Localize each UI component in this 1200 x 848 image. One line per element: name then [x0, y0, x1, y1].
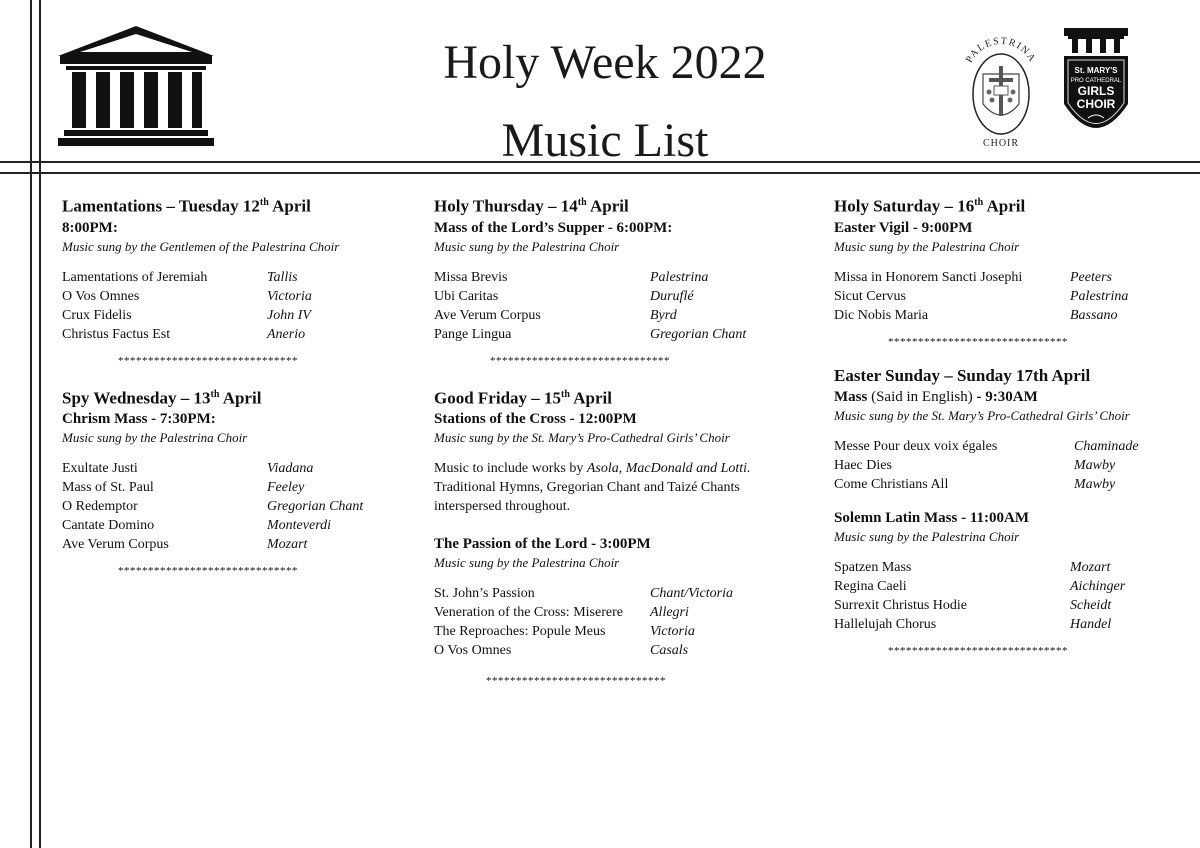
section-note: Music sung by the Palestrina Choir — [834, 238, 1020, 254]
list-item: Lamentations of Jeremiah Tallis — [62, 269, 298, 285]
separator: ****************************** — [118, 565, 298, 578]
separator: ****************************** — [486, 675, 666, 688]
list-item: Hallelujah Chorus Handel — [834, 616, 1112, 632]
svg-text:PRO CATHEDRAL: PRO CATHEDRAL — [1070, 78, 1122, 84]
section-note: Music sung by the Palestrina Choir — [834, 528, 1020, 544]
page-title — [320, 24, 890, 180]
list-item: Haec Dies Mawby — [834, 457, 1116, 473]
separator: ****************************** — [888, 644, 1068, 657]
section-time: 8:00PM: — [62, 219, 118, 236]
list-item: Pange Lingua Gregorian Chant — [434, 326, 747, 342]
list-item: The Reproaches: Popule Meus Victoria — [434, 624, 695, 640]
section-note: Music sung by the St. Mary’s Pro-Cathedral Girls’ Choir — [434, 430, 730, 446]
section-note: Music sung by the Palestrina Choir — [62, 430, 248, 446]
left-rule-outer — [30, 0, 32, 848]
list-item: Come Christians All Mawby — [834, 476, 1116, 492]
section-note: Music sung by the St. Mary’s Pro-Cathedral Girls’ Choir — [834, 407, 1130, 423]
temple-logo — [58, 26, 214, 146]
list-item: Mass of St. Paul Feeley — [62, 480, 305, 496]
section-heading: Spy Wednesday – 13th April — [62, 388, 262, 408]
column-2 — [434, 192, 794, 704]
column-1 — [62, 192, 382, 594]
palestrina-choir-logo — [956, 22, 1046, 152]
left-rule-inner — [39, 0, 41, 848]
section-heading: Holy Thursday – 14th April — [434, 196, 629, 216]
svg-text:GIRLS: GIRLS — [1077, 84, 1115, 98]
svg-text:St. MARY'S: St. MARY'S — [1074, 66, 1118, 75]
list-item: O Vos Omnes Victoria — [62, 288, 312, 304]
list-item: Cantate Domino Monteverdi — [62, 518, 332, 534]
section-subheading: Solemn Latin Mass - 11:00AM — [834, 509, 1029, 526]
girls-choir-logo — [1058, 26, 1134, 144]
list-item: Crux Fidelis John IV — [62, 307, 311, 323]
list-item: Dic Nobis Maria Bassano — [834, 307, 1118, 323]
section-note: Music sung by the Palestrina Choir — [434, 238, 620, 254]
list-item: O Vos Omnes Casals — [434, 643, 689, 659]
section-subheading: Easter Vigil - 9:00PM — [834, 219, 973, 236]
list-item: Ave Verum Corpus Byrd — [434, 307, 677, 323]
section-note: Music sung by the Gentlemen of the Palestrina Choir — [62, 238, 340, 254]
section-lamentations — [62, 192, 382, 344]
section-paragraph: Music to include works by Asola, MacDonald and Lotti. Traditional Hymns, Gregorian Chant and Taizé Chants interspersed throughout. — [434, 461, 751, 515]
list-item: O Redemptor Gregorian Chant — [62, 499, 364, 515]
column-3 — [834, 192, 1174, 674]
section-passion — [434, 534, 794, 660]
section-subheading: Mass of the Lord’s Supper - 6:00PM: — [434, 219, 673, 236]
section-subheading: Stations of the Cross - 12:00PM — [434, 411, 637, 428]
svg-text:CHOIR: CHOIR — [1076, 97, 1116, 111]
section-holy-thursday — [434, 192, 794, 344]
section-heading: Lamentations – Tuesday 12th April — [62, 196, 311, 216]
list-item: Missa in Honorem Sancti Josephi Peeters — [834, 269, 1112, 285]
list-item: Surrexit Christus Hodie Scheidt — [834, 597, 1112, 613]
spacer — [834, 494, 1174, 508]
list-item: St. John’s Passion Chant/Victoria — [434, 586, 733, 602]
section-holy-saturday — [834, 192, 1174, 325]
section-heading: Easter Sunday – Sunday 17th April — [834, 365, 1091, 385]
section-solemn-latin-mass — [834, 508, 1174, 634]
list-item: Missa Brevis Palestrina — [434, 269, 709, 285]
section-subheading: Chrism Mass - 7:30PM: — [62, 411, 216, 428]
list-item: Veneration of the Cross: Miserere Allegri — [434, 605, 689, 621]
separator: ****************************** — [490, 354, 670, 367]
section-good-friday — [434, 384, 794, 517]
section-heading: Good Friday – 15th April — [434, 388, 612, 408]
title-line-2: Music List — [501, 114, 709, 167]
separator: ****************************** — [118, 354, 298, 367]
list-item: Sicut Cervus Palestrina — [834, 288, 1129, 304]
list-item: Spatzen Mass Mozart — [834, 559, 1111, 575]
svg-text:PALESTRINA: PALESTRINA — [963, 35, 1039, 65]
section-spy-wednesday — [62, 384, 382, 555]
section-easter-sunday — [834, 365, 1174, 494]
list-item: Ave Verum Corpus Mozart — [62, 537, 308, 553]
list-item: Christus Factus Est Anerio — [62, 326, 306, 342]
list-item: Exultate Justi Viadana — [62, 461, 314, 477]
list-item: Ubi Caritas Duruflé — [434, 288, 694, 304]
svg-text:CHOIR: CHOIR — [982, 138, 1020, 149]
list-item: Messe Pour deux voix égales Chaminade — [834, 438, 1139, 454]
section-subheading: Mass (Said in English) - 9:30AM — [834, 388, 1038, 405]
section-heading: Holy Saturday – 16th April — [834, 196, 1026, 216]
separator: ****************************** — [888, 335, 1068, 348]
section-note: Music sung by the Palestrina Choir — [434, 555, 620, 571]
title-line-1: Holy Week 2022 — [443, 36, 767, 89]
section-subheading: The Passion of the Lord - 3:00PM — [434, 536, 651, 553]
list-item: Regina Caeli Aichinger — [834, 578, 1126, 594]
